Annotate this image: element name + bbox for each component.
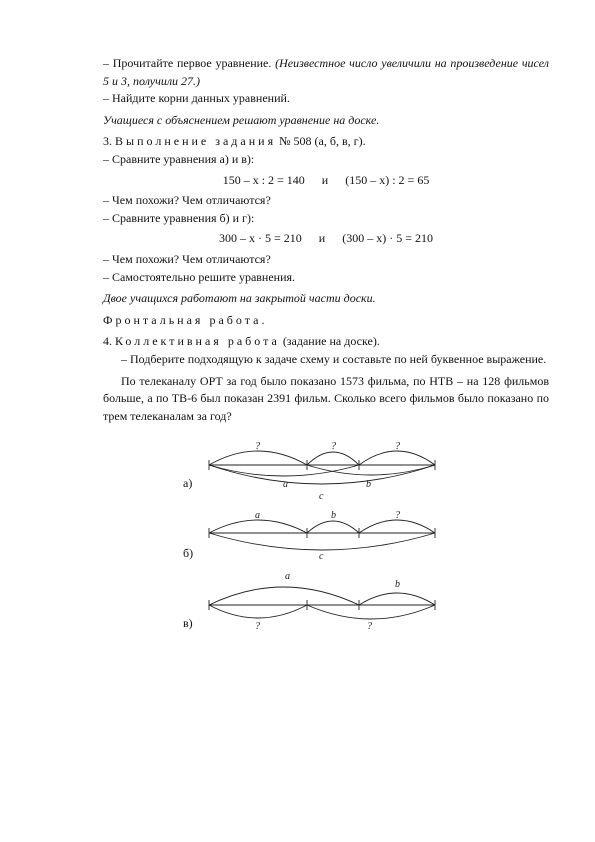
paragraph-students-board: Учащиеся с объяснением решают уравнение на доске. [103, 112, 380, 127]
scheme-b-label: б) [183, 546, 194, 561]
task-4-number: 4. [103, 334, 115, 349]
equation-2a: 300 – x · 5 = 210 [219, 231, 302, 246]
scheme-a-top-arc-3 [359, 451, 435, 465]
scheme-a [209, 451, 435, 484]
heading-frontal-work: Фронтальная работа. [103, 312, 268, 327]
schemes-drawing [103, 435, 549, 670]
paragraph-question-1: – Чем похожи? Чем отличаются? [103, 193, 271, 208]
scheme-a-top-label-1: ? [255, 441, 260, 453]
scheme-a-bottom-label-3: c [319, 491, 324, 503]
equation-connector-2: и [318, 231, 326, 246]
scheme-a-top-label-3: ? [395, 441, 400, 453]
task-reference: № 508 (а, б, в, г). [276, 134, 366, 149]
scheme-v-bottom-label-2: ? [367, 621, 372, 633]
scheme-b-bottom-arc [209, 533, 435, 550]
paragraph-choose-scheme: – Подберите подходящую к задаче схему и составьте по ней буквенное выражение. [121, 351, 547, 366]
scheme-b-top-label-1: a [255, 510, 260, 522]
scheme-b-top-label-3: ? [395, 510, 400, 522]
scheme-b-top-label-2: b [331, 510, 336, 522]
instruction-italic-note: (Неизвестное число увеличили на произведение чисел 5 и 3, получили 27.) [103, 56, 549, 88]
scheme-a-bottom-label-1: a [283, 479, 288, 491]
task-4-note: (задание на доске). [279, 334, 380, 349]
scheme-v-bottom-arc-1 [209, 605, 307, 618]
paragraph-compare-b-g: – Сравните уравнения б) и г): [103, 210, 255, 225]
task-4-title: Коллективная работа [115, 334, 280, 349]
scheme-v-top-label-1: a [285, 571, 290, 583]
paragraph-read-equation [103, 55, 549, 90]
equation-1a: 150 – x : 2 = 140 [222, 172, 305, 187]
paragraph-solve-self: – Самостоятельно решите уравнения. [103, 269, 296, 284]
scheme-b-top-arc-1 [209, 520, 307, 533]
scheme-a-bottom-label-2: b [366, 479, 371, 491]
equation-2c: (300 – x) · 5 = 210 [342, 231, 433, 246]
paragraph-find-roots: – Найдите корни данных уравнений. [103, 91, 290, 106]
task-number: 3. [103, 134, 115, 149]
scheme-a-bottom-arc-1 [209, 465, 359, 476]
heading-task-508 [103, 133, 549, 151]
document-page [103, 55, 549, 670]
paragraph-problem-statement: По телеканалу ОРТ за год было показано 1573 фильма, по НТВ – на 128 фильмов больше, а по ТВ-6 был показан 2391 фильм. Сколько всего фильмов было показано по трем телеканалам за год? [103, 373, 549, 423]
scheme-b-top-arc-3 [359, 520, 435, 533]
instruction-text: – Прочитайте первое уравнение. [103, 56, 276, 70]
scheme-a-bottom-arc-3 [209, 465, 435, 484]
heading-task-4 [103, 333, 549, 351]
scheme-v-top-label-2: b [395, 579, 400, 591]
schemes-area [103, 435, 549, 670]
scheme-v-top-arc-2 [359, 593, 435, 605]
scheme-v-bottom-label-1: ? [255, 621, 260, 633]
scheme-v-top-arc-1 [209, 587, 359, 605]
scheme-v [209, 587, 435, 619]
scheme-v-bottom-arc-2 [307, 605, 435, 619]
scheme-b-top-arc-2 [307, 521, 359, 533]
scheme-a-bottom-arc-2 [307, 465, 435, 475]
scheme-a-top-arc-1 [209, 451, 307, 465]
scheme-a-label: а) [183, 476, 193, 491]
paragraph-question-2: – Чем похожи? Чем отличаются? [103, 251, 271, 266]
paragraph-compare-a-v: – Сравните уравнения а) и в): [103, 151, 255, 166]
equation-row-2 [103, 230, 549, 248]
scheme-b [209, 520, 435, 550]
scheme-v-label: в) [183, 616, 193, 631]
equation-connector-1: и [321, 172, 329, 187]
scheme-a-top-label-2: ? [331, 441, 336, 453]
scheme-b-bottom-label: c [319, 551, 324, 563]
scheme-a-top-arc-2 [307, 452, 359, 465]
task-title: Выполнение задания [115, 134, 277, 149]
equation-row-1 [103, 172, 549, 190]
equation-1c: (150 – x) : 2 = 65 [345, 172, 430, 187]
paragraph-two-students: Двое учащихся работают на закрытой части доски. [103, 291, 376, 306]
